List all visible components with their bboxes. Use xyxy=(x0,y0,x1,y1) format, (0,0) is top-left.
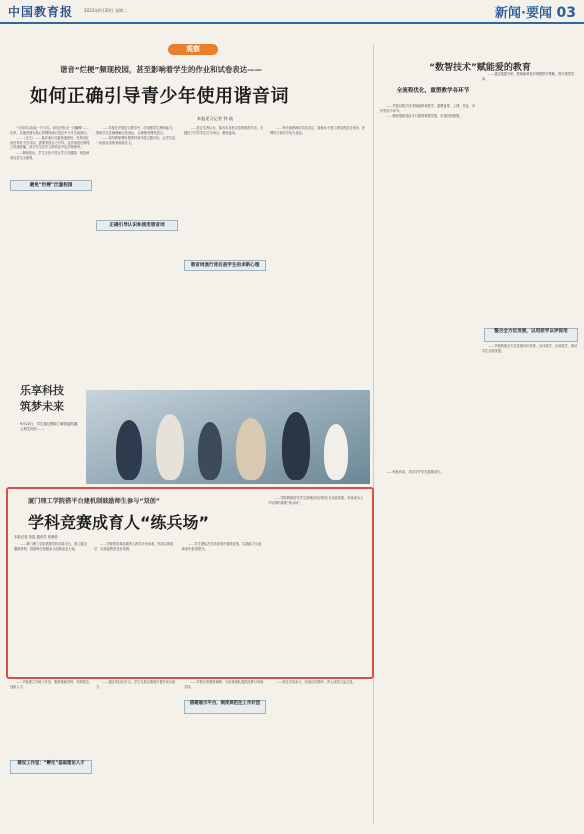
lead-body-col2: ……学校在开展语文教学中，应加强学生辨别能力，帮助学生正确理解汉语表达，合理使用网络语言。 ……有的教师利用课堂时间开展主题讨论，让学生说一说谐音词的来源和含义。 xyxy=(96,126,176,145)
photo-figure xyxy=(324,424,348,480)
right-subhead-2 xyxy=(484,328,578,342)
lead-body-text: “大风可以吹起一只飞鸟，却无法吹走一只蝴蝶”……近来，以谐音梗为核心的网络流行语在中小学生间流行。 xyxy=(10,126,90,135)
highlight-body-col3: ……学生团队在各类竞赛中屡获佳绩，实践能力与创新意识显著提升。 xyxy=(182,542,262,551)
right-subhead-1: 全流程优化，重塑教学各环节 xyxy=(396,88,470,94)
photo-title xyxy=(20,382,80,414)
lead-title: 如何正确引导青少年使用谐音词 xyxy=(30,86,289,107)
lead-subhead-1 xyxy=(10,180,92,191)
lower-body-col3: ……学校完善制度保障，为参赛团队提供经费与场地支持。 xyxy=(184,680,264,689)
photo-title-line2: 筑梦未来 xyxy=(20,400,64,413)
photo-figure xyxy=(282,412,310,480)
column-tag-label: 观察 xyxy=(186,45,200,53)
lower-body-col4: ……师生共同参与，形成良性循环，育人成效日益凸显。 xyxy=(276,680,356,684)
column-divider xyxy=(373,44,374,824)
section-header xyxy=(495,2,576,21)
lower-subhead-left xyxy=(10,760,92,774)
highlight-body-col4: ……学院教师指导学生将理论知识转化为实践成果，竞赛成为人才培养的重要“练兵场”。 xyxy=(268,496,364,505)
masthead xyxy=(0,0,584,24)
photo-figure xyxy=(156,414,184,480)
right-body-col2: ……通过数据分析，教师能够及时调整教学策略，提升课堂效率。 xyxy=(482,72,575,81)
lead-subhead-2 xyxy=(96,220,178,231)
right-body-col1: ……学校以数字技术赋能教育教学，重塑备课、上课、作业、评价等各个环节。 ……教师借助智能平台精准掌握学情，实现因材施教。 xyxy=(380,104,476,119)
lower-body-col1: ……学校建立导师工作室，聚焦基础学科，培养拔尖创新人才。 xyxy=(10,680,90,689)
page-number: 03 xyxy=(556,5,576,21)
right-body-col4: ……家校协同，共同守护学生健康成长。 xyxy=(386,470,444,474)
lower-subhead-left-text: 建设工作室：“孵化”基础理论人才 xyxy=(17,761,85,766)
lead-byline: 本报见习记者 钟 琉 xyxy=(196,116,234,121)
section-title: 新闻·要闻 xyxy=(495,6,552,21)
photo-figure xyxy=(236,418,266,480)
photo-title-line1: 乐享科技 xyxy=(20,384,64,397)
lower-body-col2: ……通过项目化学习，学生在真实情境中提升综合能力。 xyxy=(96,680,176,689)
column-tag xyxy=(168,44,218,55)
right-body-col3: ……学校构建全方位发展评价体系，以评促学、以用促学，推动学生全面发展。 xyxy=(482,344,578,353)
newspaper-logo: 中国教育报 xyxy=(8,5,74,19)
photo-figure xyxy=(116,420,142,480)
lead-body-col4: ……家长和教师应共同关注，帮助孩子建立规范的语言意识，在网络与现实中恰当表达。 xyxy=(270,126,366,135)
lower-subhead-mid-text: 搭建展示平台，制度规范往工作好团 xyxy=(189,701,261,706)
lead-body-col1: “大风可以吹起一只飞鸟，却无法吹走一只蝴蝶”……近来，以谐音梗为核心的网络流行语在中小学生间流行。 ……（正文）……谐音流行词更新速度快，有的词汇甚至带有不良导向，需要家校合力引导。这类词语在网络上快速传播，部分学生在作文和作业中也开始使用。 ……教师指出，学生正处于语言学习关键期，规范使用汉语尤为重要。 xyxy=(10,126,92,266)
lead-subhead-1-text: 避免“烂梗”泛滥校园 xyxy=(29,183,73,188)
highlight-byline: 本报记者 刘盾 通讯员 张晓菲 xyxy=(14,535,58,539)
issue-date: 2023年6月20日 星期二 xyxy=(84,8,128,13)
lead-subhead-3-text: 谐音词流行背后是学生的求新心理 xyxy=(190,263,260,268)
right-feature-title: “数智技术”赋能爱的教育 xyxy=(429,63,531,73)
lead-body-col3: ……语言学者认为，谐音本身是汉语的修辞手法，关键在于引导学生区分场合，避免滥用。 xyxy=(184,126,264,135)
news-photo xyxy=(86,390,370,484)
highlight-body-col1: ……厦门理工学院搭建学科竞赛平台，建立健全激励机制，鼓励师生积极参与创新创业大赛。 xyxy=(14,542,87,551)
lower-subhead-mid xyxy=(184,700,266,714)
right-subhead-2-text: 整合全方位发展，以用促学以评促用 xyxy=(494,329,568,334)
photo-caption: 9月20日，学生通过模拟了解智能机器人相关知识…… xyxy=(20,422,78,431)
lead-subhead-3 xyxy=(184,260,266,271)
highlight-body-col2: ……学校将竞赛成果纳入教学评价体系，形成以赛促学、以赛促教的良好氛围。 xyxy=(94,542,174,551)
highlight-title: 学科竞赛成育人“练兵场” xyxy=(28,513,210,532)
lead-subhead-2-text: 正确引导认识和使用谐音词 xyxy=(109,223,165,228)
lead-kicker: 谐音“烂梗”频现校园，甚至影响着学生的作业和试卷表达—— xyxy=(60,65,262,74)
highlight-kicker: 厦门理工学院搭平台建机制鼓励师生参与“双创” xyxy=(28,498,160,505)
photo-figure xyxy=(198,422,222,480)
